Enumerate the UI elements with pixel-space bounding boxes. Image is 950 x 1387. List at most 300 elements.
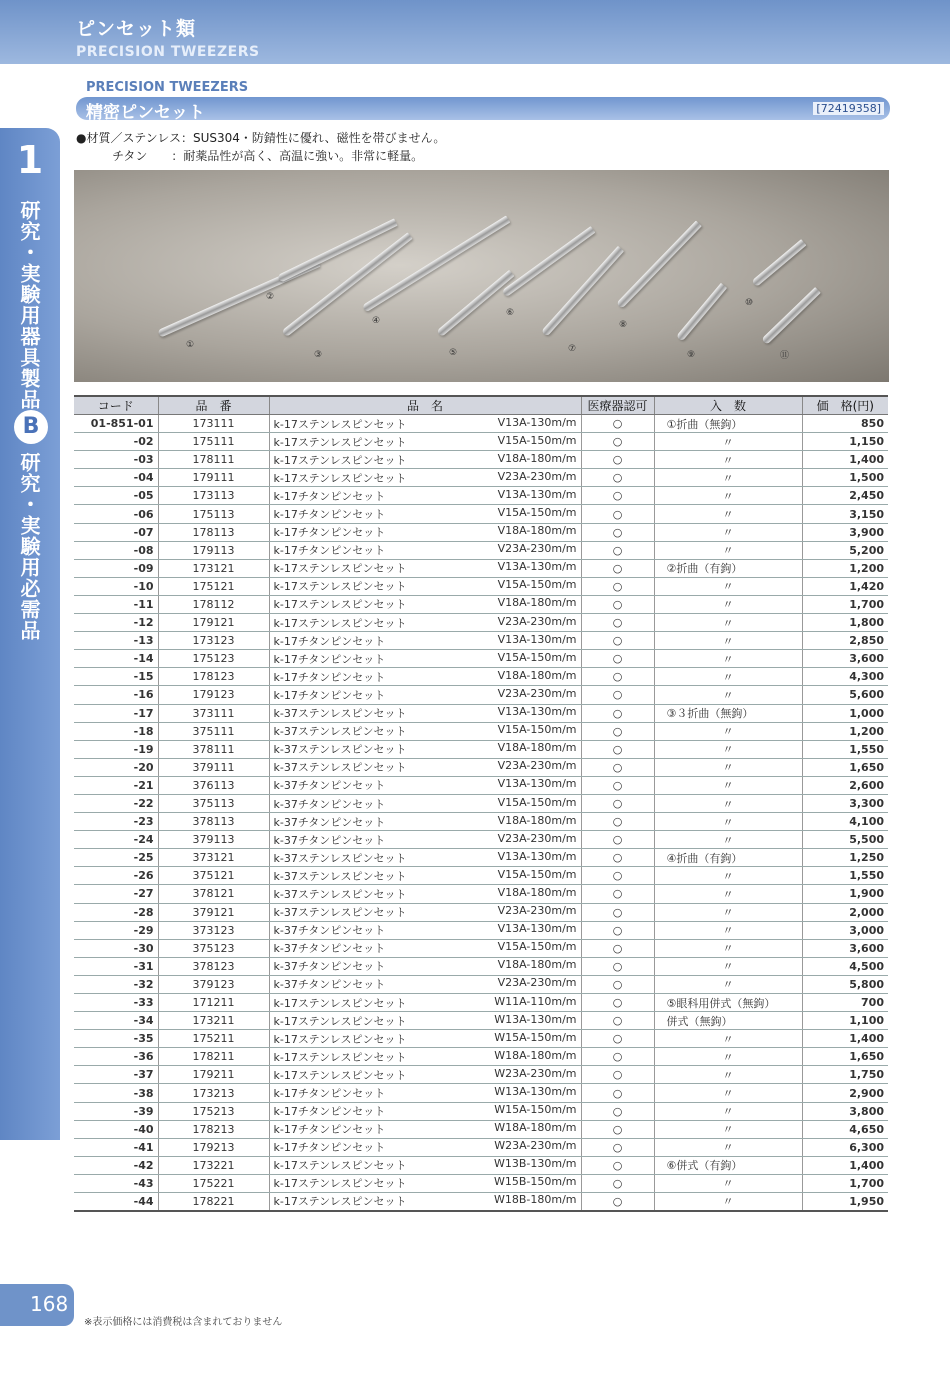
cell-code: -07 [74,523,158,541]
photo-label-8: ⑧ [619,320,628,330]
cell-medical-approval: ○ [581,794,654,812]
cell-medical-approval: ○ [581,849,654,867]
cell-quantity: 〃 [654,1102,802,1120]
cell-product-name [269,686,581,704]
cell-quantity: 〃 [654,921,802,939]
photo-label-4: ④ [372,316,381,326]
cell-quantity: 〃 [654,614,802,632]
cell-medical-approval: ○ [581,686,654,704]
cell-part-number: 175211 [158,1030,269,1048]
cell-product-size: W18A-180m/m [494,1121,577,1135]
cell-quantity: 〃 [654,451,802,469]
cell-code: -24 [74,831,158,849]
cell-quantity: 〃 [654,957,802,975]
cell-quantity: 〃 [654,668,802,686]
cell-quantity: 〃 [654,1030,802,1048]
cell-medical-approval: ○ [581,632,654,650]
cell-product-name-text: k-17チタンピンセット [273,1141,386,1155]
table-row [74,541,888,559]
cell-product-size: V15A-150m/m [497,723,577,737]
cell-price: 3,600 [802,939,888,957]
cell-product-size: W15B-150m/m [493,1175,577,1189]
cell-price: 1,400 [802,1156,888,1174]
cell-product-name [269,1193,581,1211]
cell-product-size: V18A-180m/m [497,596,577,610]
cell-part-number: 173213 [158,1084,269,1102]
photo-label-11: ⑪ [780,351,790,361]
cell-product-name [269,1066,581,1084]
cell-part-number: 378113 [158,813,269,831]
tweezer-2-image [277,218,397,282]
cell-product-size: V23A-230m/m [497,976,577,990]
cell-code: -12 [74,614,158,632]
product-table [74,395,888,1212]
cell-product-name [269,704,581,722]
cell-medical-approval: ○ [581,994,654,1012]
cell-part-number: 378111 [158,740,269,758]
cell-price: 5,600 [802,686,888,704]
cell-part-number: 175113 [158,505,269,523]
cell-product-name-text: k-17チタンピンセット [273,1087,386,1101]
cell-quantity: 〃 [654,1048,802,1066]
cell-code: -18 [74,722,158,740]
cell-product-name-text: k-37ステンレスピンセット [273,743,407,757]
cell-quantity: 〃 [654,939,802,957]
cell-product-name [269,1084,581,1102]
cell-code: -16 [74,686,158,704]
cell-product-size: V13A-130m/m [497,922,577,936]
cell-code: -39 [74,1102,158,1120]
cell-code: -35 [74,1030,158,1048]
cell-part-number: 173221 [158,1156,269,1174]
table-row [74,722,888,740]
cell-code: -43 [74,1174,158,1192]
table-row [74,650,888,668]
cell-product-size: V23A-230m/m [497,469,577,483]
table-row [74,433,888,451]
cell-product-size: V13A-130m/m [497,560,577,574]
cell-product-name-text: k-37チタンピンセット [273,779,386,793]
cell-price: 4,100 [802,813,888,831]
cell-medical-approval: ○ [581,885,654,903]
table-row [74,794,888,812]
cell-code: -41 [74,1138,158,1156]
cell-product-name-text: k-37チタンピンセット [273,797,386,811]
cell-price: 1,550 [802,867,888,885]
cell-product-name [269,794,581,812]
cell-product-name-text: k-17ステンレスピンセット [273,1159,407,1173]
cell-product-name-text: k-37チタンピンセット [273,978,386,992]
cell-price: 1,950 [802,1193,888,1211]
header-code: コード [74,396,158,415]
cell-quantity: ②折曲（有鉤） [654,559,802,577]
cell-code: -19 [74,740,158,758]
cell-product-size: V15A-150m/m [497,506,577,520]
cell-medical-approval: ○ [581,758,654,776]
cell-medical-approval: ○ [581,595,654,613]
cell-part-number: 379121 [158,903,269,921]
cell-medical-approval: ○ [581,813,654,831]
table-row [74,559,888,577]
cell-code: -23 [74,813,158,831]
category-title-en: PRECISION TWEEZERS [76,44,260,60]
cell-code: -15 [74,668,158,686]
cell-product-name [269,1102,581,1120]
cell-price: 6,300 [802,1138,888,1156]
cell-price: 4,500 [802,957,888,975]
cell-product-name-text: k-17チタンピンセット [273,670,386,684]
table-row [74,469,888,487]
cell-medical-approval: ○ [581,776,654,794]
photo-label-5: ⑤ [449,348,458,358]
cell-product-name-text: k-17ステンレスピンセット [273,417,407,431]
cell-price: 1,420 [802,577,888,595]
cell-price: 1,200 [802,722,888,740]
photo-label-7: ⑦ [568,344,577,354]
cell-product-name [269,433,581,451]
cell-product-name-text: k-17チタンピンセット [273,508,386,522]
cell-part-number: 178113 [158,523,269,541]
cell-product-name-text: k-17ステンレスピンセット [273,1014,407,1028]
cell-product-size: V18A-180m/m [497,813,577,827]
cell-product-name-text: k-17ステンレスピンセット [273,562,407,576]
cell-price: 1,700 [802,595,888,613]
photo-label-10: ⑩ [745,298,754,308]
cell-part-number: 373111 [158,704,269,722]
section-title-en: PRECISION TWEEZERS [86,80,249,95]
cell-product-name [269,849,581,867]
table-row [74,1102,888,1120]
cell-price: 1,550 [802,740,888,758]
cell-part-number: 173121 [158,559,269,577]
cell-code: -14 [74,650,158,668]
chapter-number: 1 [16,138,44,182]
cell-price: 1,400 [802,1030,888,1048]
table-row [74,1156,888,1174]
cell-product-name-text: k-17ステンレスピンセット [273,1032,407,1046]
cell-quantity: 〃 [654,776,802,794]
cell-product-size: V13A-130m/m [497,632,577,646]
cell-medical-approval: ○ [581,614,654,632]
cell-product-size: V23A-230m/m [497,542,577,556]
cell-code: -22 [74,794,158,812]
cell-medical-approval: ○ [581,740,654,758]
cell-price: 1,900 [802,885,888,903]
cell-product-name [269,831,581,849]
cell-code: -36 [74,1048,158,1066]
cell-product-name [269,1120,581,1138]
cell-product-size: W11A-110m/m [494,994,577,1008]
cell-product-name [269,650,581,668]
cell-part-number: 175111 [158,433,269,451]
cell-quantity: 〃 [654,1174,802,1192]
cell-quantity: 〃 [654,975,802,993]
cell-quantity: 〃 [654,577,802,595]
cell-product-name-text: k-37ステンレスピンセット [273,725,407,739]
cell-part-number: 178111 [158,451,269,469]
table-row [74,704,888,722]
cell-product-name-text: k-17ステンレスピンセット [273,996,407,1010]
cell-quantity: 〃 [654,541,802,559]
cell-medical-approval: ○ [581,505,654,523]
cell-product-name [269,415,581,433]
cell-product-name-text: k-17ステンレスピンセット [273,471,407,485]
table-row [74,686,888,704]
table-row [74,957,888,975]
cell-code: -44 [74,1193,158,1211]
cell-medical-approval: ○ [581,469,654,487]
cell-product-name [269,1012,581,1030]
table-row [74,668,888,686]
cell-code: -38 [74,1084,158,1102]
cell-product-name-text: k-17ステンレスピンセット [273,1068,407,1082]
cell-quantity: 〃 [654,650,802,668]
cell-quantity: 〃 [654,903,802,921]
cell-product-size: W13B-130m/m [493,1157,577,1171]
table-row [74,885,888,903]
cell-product-name [269,867,581,885]
cell-code: -27 [74,885,158,903]
cell-price: 3,000 [802,921,888,939]
cell-product-name-text: k-37ステンレスピンセット [273,906,407,920]
table-row [74,867,888,885]
cell-product-size: V23A-230m/m [497,759,577,773]
cell-price: 1,650 [802,1048,888,1066]
table-row [74,451,888,469]
cell-product-name [269,505,581,523]
cell-part-number: 175121 [158,577,269,595]
cell-price: 1,250 [802,849,888,867]
table-row [74,1048,888,1066]
table-row [74,831,888,849]
cell-product-name-text: k-17チタンピンセット [273,652,386,666]
tweezer-8-image [616,220,702,308]
cell-quantity: 〃 [654,794,802,812]
cell-part-number: 379123 [158,975,269,993]
cell-product-size: V15A-150m/m [497,433,577,447]
cell-product-name [269,776,581,794]
cell-product-name-text: k-37ステンレスピンセット [273,761,407,775]
cell-code: -06 [74,505,158,523]
table-row [74,994,888,1012]
cell-product-size: W18B-180m/m [493,1193,577,1207]
cell-price: 1,100 [802,1012,888,1030]
cell-product-size: W15A-150m/m [494,1103,577,1117]
cell-product-size: W13A-130m/m [494,1012,577,1026]
cell-product-size: V13A-130m/m [497,777,577,791]
cell-part-number: 171211 [158,994,269,1012]
cell-product-name-text: k-37チタンピンセット [273,942,386,956]
cell-product-name [269,903,581,921]
cell-quantity: ④折曲（有鉤） [654,849,802,867]
cell-quantity: 〃 [654,632,802,650]
cell-part-number: 173211 [158,1012,269,1030]
cell-quantity: 〃 [654,1138,802,1156]
cell-code: -09 [74,559,158,577]
tweezer-9-image [676,283,727,342]
cell-price: 2,600 [802,776,888,794]
cell-product-name-text: k-17ステンレスピンセット [273,1177,407,1191]
cell-price: 3,900 [802,523,888,541]
cell-product-name-text: k-17ステンレスピンセット [273,598,407,612]
cell-code: -29 [74,921,158,939]
cell-product-name [269,1030,581,1048]
cell-product-name [269,1156,581,1174]
cell-product-name [269,668,581,686]
table-row [74,849,888,867]
cell-part-number: 375123 [158,939,269,957]
cell-code: -30 [74,939,158,957]
photo-label-9: ⑨ [687,350,696,360]
cell-product-name-text: k-17ステンレスピンセット [273,1050,407,1064]
cell-part-number: 379111 [158,758,269,776]
table-row [74,903,888,921]
table-row [74,487,888,505]
cell-quantity: 〃 [654,813,802,831]
cell-price: 3,800 [802,1102,888,1120]
cell-quantity: 併式（無鉤） [654,1012,802,1030]
cell-code: -34 [74,1012,158,1030]
cell-product-size: V15A-150m/m [497,795,577,809]
cell-product-size: W23A-230m/m [494,1066,577,1080]
table-row [74,1193,888,1211]
cell-medical-approval: ○ [581,433,654,451]
cell-quantity: ③３折曲（無鉤） [654,704,802,722]
cell-product-size: W15A-150m/m [494,1030,577,1044]
cell-price: 5,200 [802,541,888,559]
cell-product-size: V23A-230m/m [497,904,577,918]
cell-product-size: V15A-150m/m [497,940,577,954]
cell-part-number: 378123 [158,957,269,975]
header-product-name: 品 名 [269,396,581,415]
material-titanium-note: チタン ：耐薬品性が高く、高温に強い。非常に軽量。 [76,149,424,163]
table-row [74,939,888,957]
cell-medical-approval: ○ [581,1138,654,1156]
tweezers-photo [74,170,889,382]
photo-label-6: ⑥ [506,308,515,318]
cell-medical-approval: ○ [581,1174,654,1192]
cell-product-size: V18A-180m/m [497,741,577,755]
cell-quantity: 〃 [654,1120,802,1138]
cell-medical-approval: ○ [581,650,654,668]
cell-part-number: 178221 [158,1193,269,1211]
cell-part-number: 175123 [158,650,269,668]
cell-price: 2,850 [802,632,888,650]
cell-code: -04 [74,469,158,487]
cell-product-name-text: k-17チタンピンセット [273,1123,386,1137]
cell-price: 1,150 [802,433,888,451]
cell-product-name [269,740,581,758]
cell-product-size: V23A-230m/m [497,831,577,845]
table-row [74,1138,888,1156]
cell-price: 4,300 [802,668,888,686]
table-row [74,614,888,632]
cell-product-size: V15A-150m/m [497,867,577,881]
cell-product-size: V18A-180m/m [497,885,577,899]
cell-product-name-text: k-37チタンピンセット [273,924,386,938]
table-row [74,523,888,541]
cell-quantity: 〃 [654,505,802,523]
cell-price: 4,650 [802,1120,888,1138]
cell-price: 3,300 [802,794,888,812]
header-quantity: 入 数 [654,396,802,415]
cell-product-name [269,559,581,577]
cell-medical-approval: ○ [581,668,654,686]
cell-quantity: 〃 [654,469,802,487]
table-row [74,595,888,613]
cell-part-number: 179113 [158,541,269,559]
table-row [74,1174,888,1192]
cell-price: 1,800 [802,614,888,632]
cell-quantity: 〃 [654,740,802,758]
cell-product-name [269,957,581,975]
cell-product-name [269,939,581,957]
cell-price: 1,650 [802,758,888,776]
header-price: 価 格(円) [802,396,888,415]
cell-product-name-text: k-17ステンレスピンセット [273,1195,407,1209]
cell-part-number: 375121 [158,867,269,885]
table-row [74,1030,888,1048]
cell-price: 1,400 [802,451,888,469]
section-title-jp: 精密ピンセット [86,103,205,123]
photo-label-1: ① [186,340,195,350]
cell-code: -03 [74,451,158,469]
cell-medical-approval: ○ [581,1084,654,1102]
cell-part-number: 379113 [158,831,269,849]
cell-price: 5,800 [802,975,888,993]
cell-quantity: 〃 [654,1084,802,1102]
tweezer-5-image [436,270,514,337]
table-row [74,975,888,993]
cell-product-name [269,994,581,1012]
cell-product-name-text: k-17チタンピンセット [273,526,386,540]
cell-quantity: 〃 [654,885,802,903]
cell-code: -11 [74,595,158,613]
cell-medical-approval: ○ [581,1156,654,1174]
cell-code: -33 [74,994,158,1012]
cell-medical-approval: ○ [581,451,654,469]
page-number: 168 [30,1292,69,1316]
cell-part-number: 173111 [158,415,269,433]
cell-medical-approval: ○ [581,541,654,559]
table-row [74,758,888,776]
cell-product-name [269,577,581,595]
cell-quantity: ⑤眼科用併式（無鉤） [654,994,802,1012]
cell-product-name [269,523,581,541]
table-body [74,415,888,1211]
cell-product-name-text: k-17チタンピンセット [273,634,386,648]
tax-note: ※表示価格には消費税は含まれておりません [84,1317,283,1328]
cell-code: -31 [74,957,158,975]
cell-price: 2,000 [802,903,888,921]
cell-product-name [269,541,581,559]
cell-medical-approval: ○ [581,1048,654,1066]
cell-medical-approval: ○ [581,975,654,993]
cell-quantity: 〃 [654,433,802,451]
table-row [74,415,888,433]
table-row [74,1066,888,1084]
cell-medical-approval: ○ [581,957,654,975]
cell-product-name [269,632,581,650]
cell-medical-approval: ○ [581,577,654,595]
cell-part-number: 375111 [158,722,269,740]
cell-product-name-text: k-17チタンピンセット [273,489,386,503]
cell-quantity: 〃 [654,758,802,776]
cell-product-size: W23A-230m/m [494,1139,577,1153]
cell-code: -42 [74,1156,158,1174]
cell-product-name [269,975,581,993]
cell-product-size: V15A-150m/m [497,650,577,664]
